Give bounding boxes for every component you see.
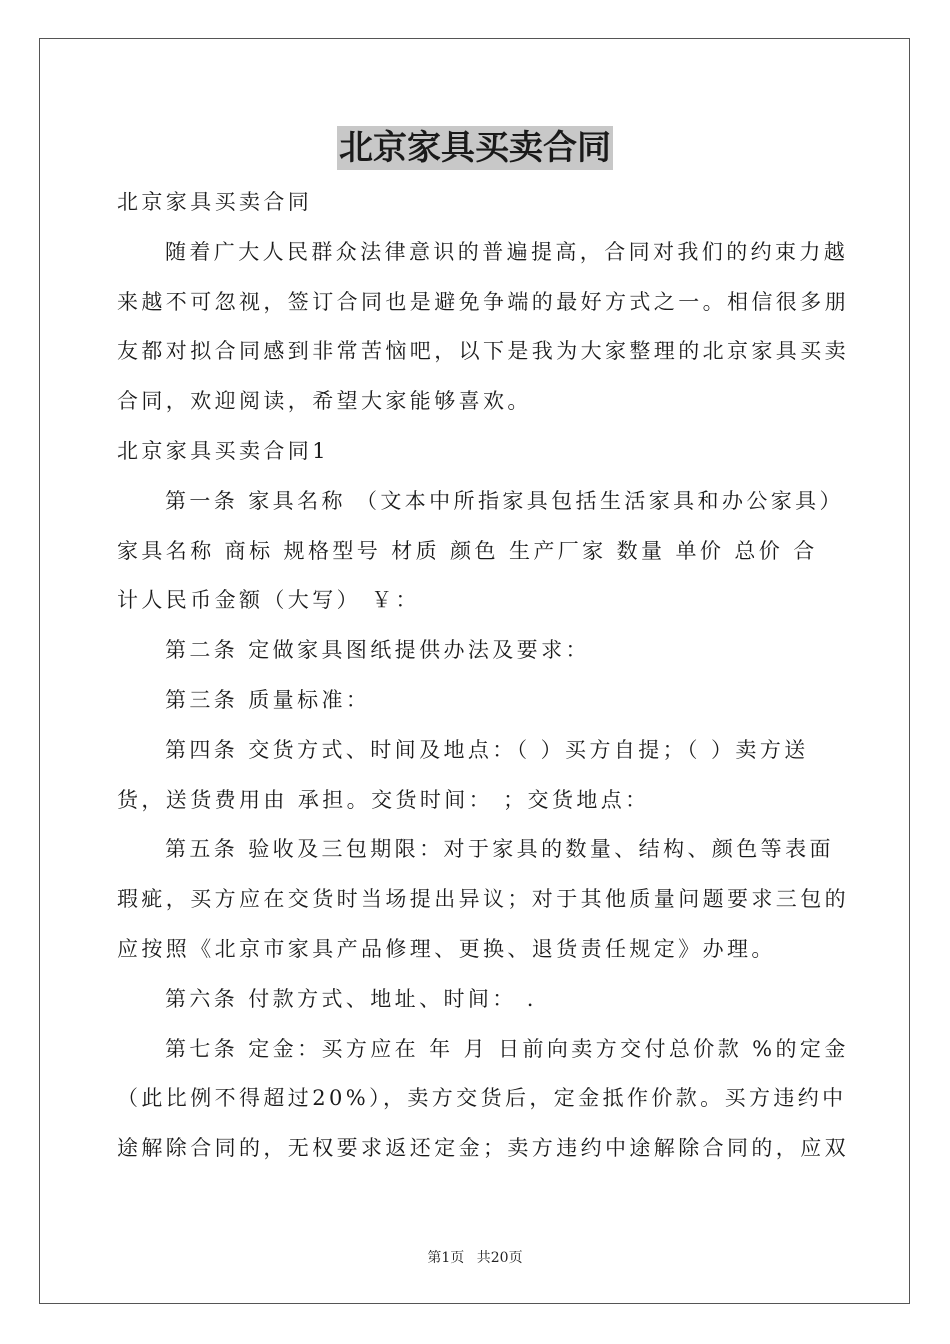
text-line: 第六条 付款方式、地址、时间： .: [165, 986, 537, 1011]
text-line: 第四条 交货方式、时间及地点：（ ）买方自提；（ ）卖方送: [165, 737, 809, 762]
text-line: 第三条 质量标准：: [165, 687, 371, 712]
text-line: 合同，欢迎阅读，希望大家能够喜欢。: [117, 389, 532, 414]
text-line: 货，送货费用由 承担。交货时间： ；交货地点：: [117, 787, 650, 812]
page-total: 共20页: [476, 1250, 523, 1266]
text-line: 北京家具买卖合同1: [117, 438, 329, 463]
text-line: 第七条 定金：买方应在 年 月 日前向卖方交付总价款 %的定金: [165, 1036, 849, 1061]
page-footer: [0, 1248, 950, 1268]
page-number: 第1页: [427, 1250, 465, 1266]
text-line: 随着广大人民群众法律意识的普遍提高，合同对我们的约束力越: [165, 239, 849, 264]
document-title: 北京家具买卖合同: [339, 128, 611, 168]
text-line: （此比例不得超过20%），卖方交货后，定金抵作价款。买方违约中: [117, 1086, 847, 1111]
text-line: 家具名称 商标 规格型号 材质 颜色 生产厂家 数量 单价 总价 合: [117, 538, 818, 563]
text-line: 应按照《北京市家具产品修理、更换、退货责任规定》办理。: [117, 936, 776, 961]
text-line: 途解除合同的，无权要求返还定金；卖方违约中途解除合同的，应双: [117, 1136, 849, 1161]
text-line: 北京家具买卖合同: [117, 190, 313, 214]
text-line: 第五条 验收及三包期限：对于家具的数量、结构、颜色等表面: [165, 837, 834, 862]
text-line: 来越不可忽视，签订合同也是避免争端的最好方式之一。相信很多朋: [117, 289, 849, 314]
text-line: 第一条 家具名称 （文本中所指家具包括生活家具和办公家具）: [165, 488, 844, 513]
document-body: [117, 178, 849, 1174]
text-line: 计人民币金额（大写） ￥：: [117, 588, 420, 613]
text-line: 友都对拟合同感到非常苦恼吧，以下是我为大家整理的北京家具买卖: [117, 339, 849, 364]
text-line: 瑕疵，买方应在交货时当场提出异议；对于其他质量问题要求三包的: [117, 887, 849, 912]
text-line: 第二条 定做家具图纸提供办法及要求：: [165, 638, 590, 663]
title-container: [0, 126, 950, 170]
